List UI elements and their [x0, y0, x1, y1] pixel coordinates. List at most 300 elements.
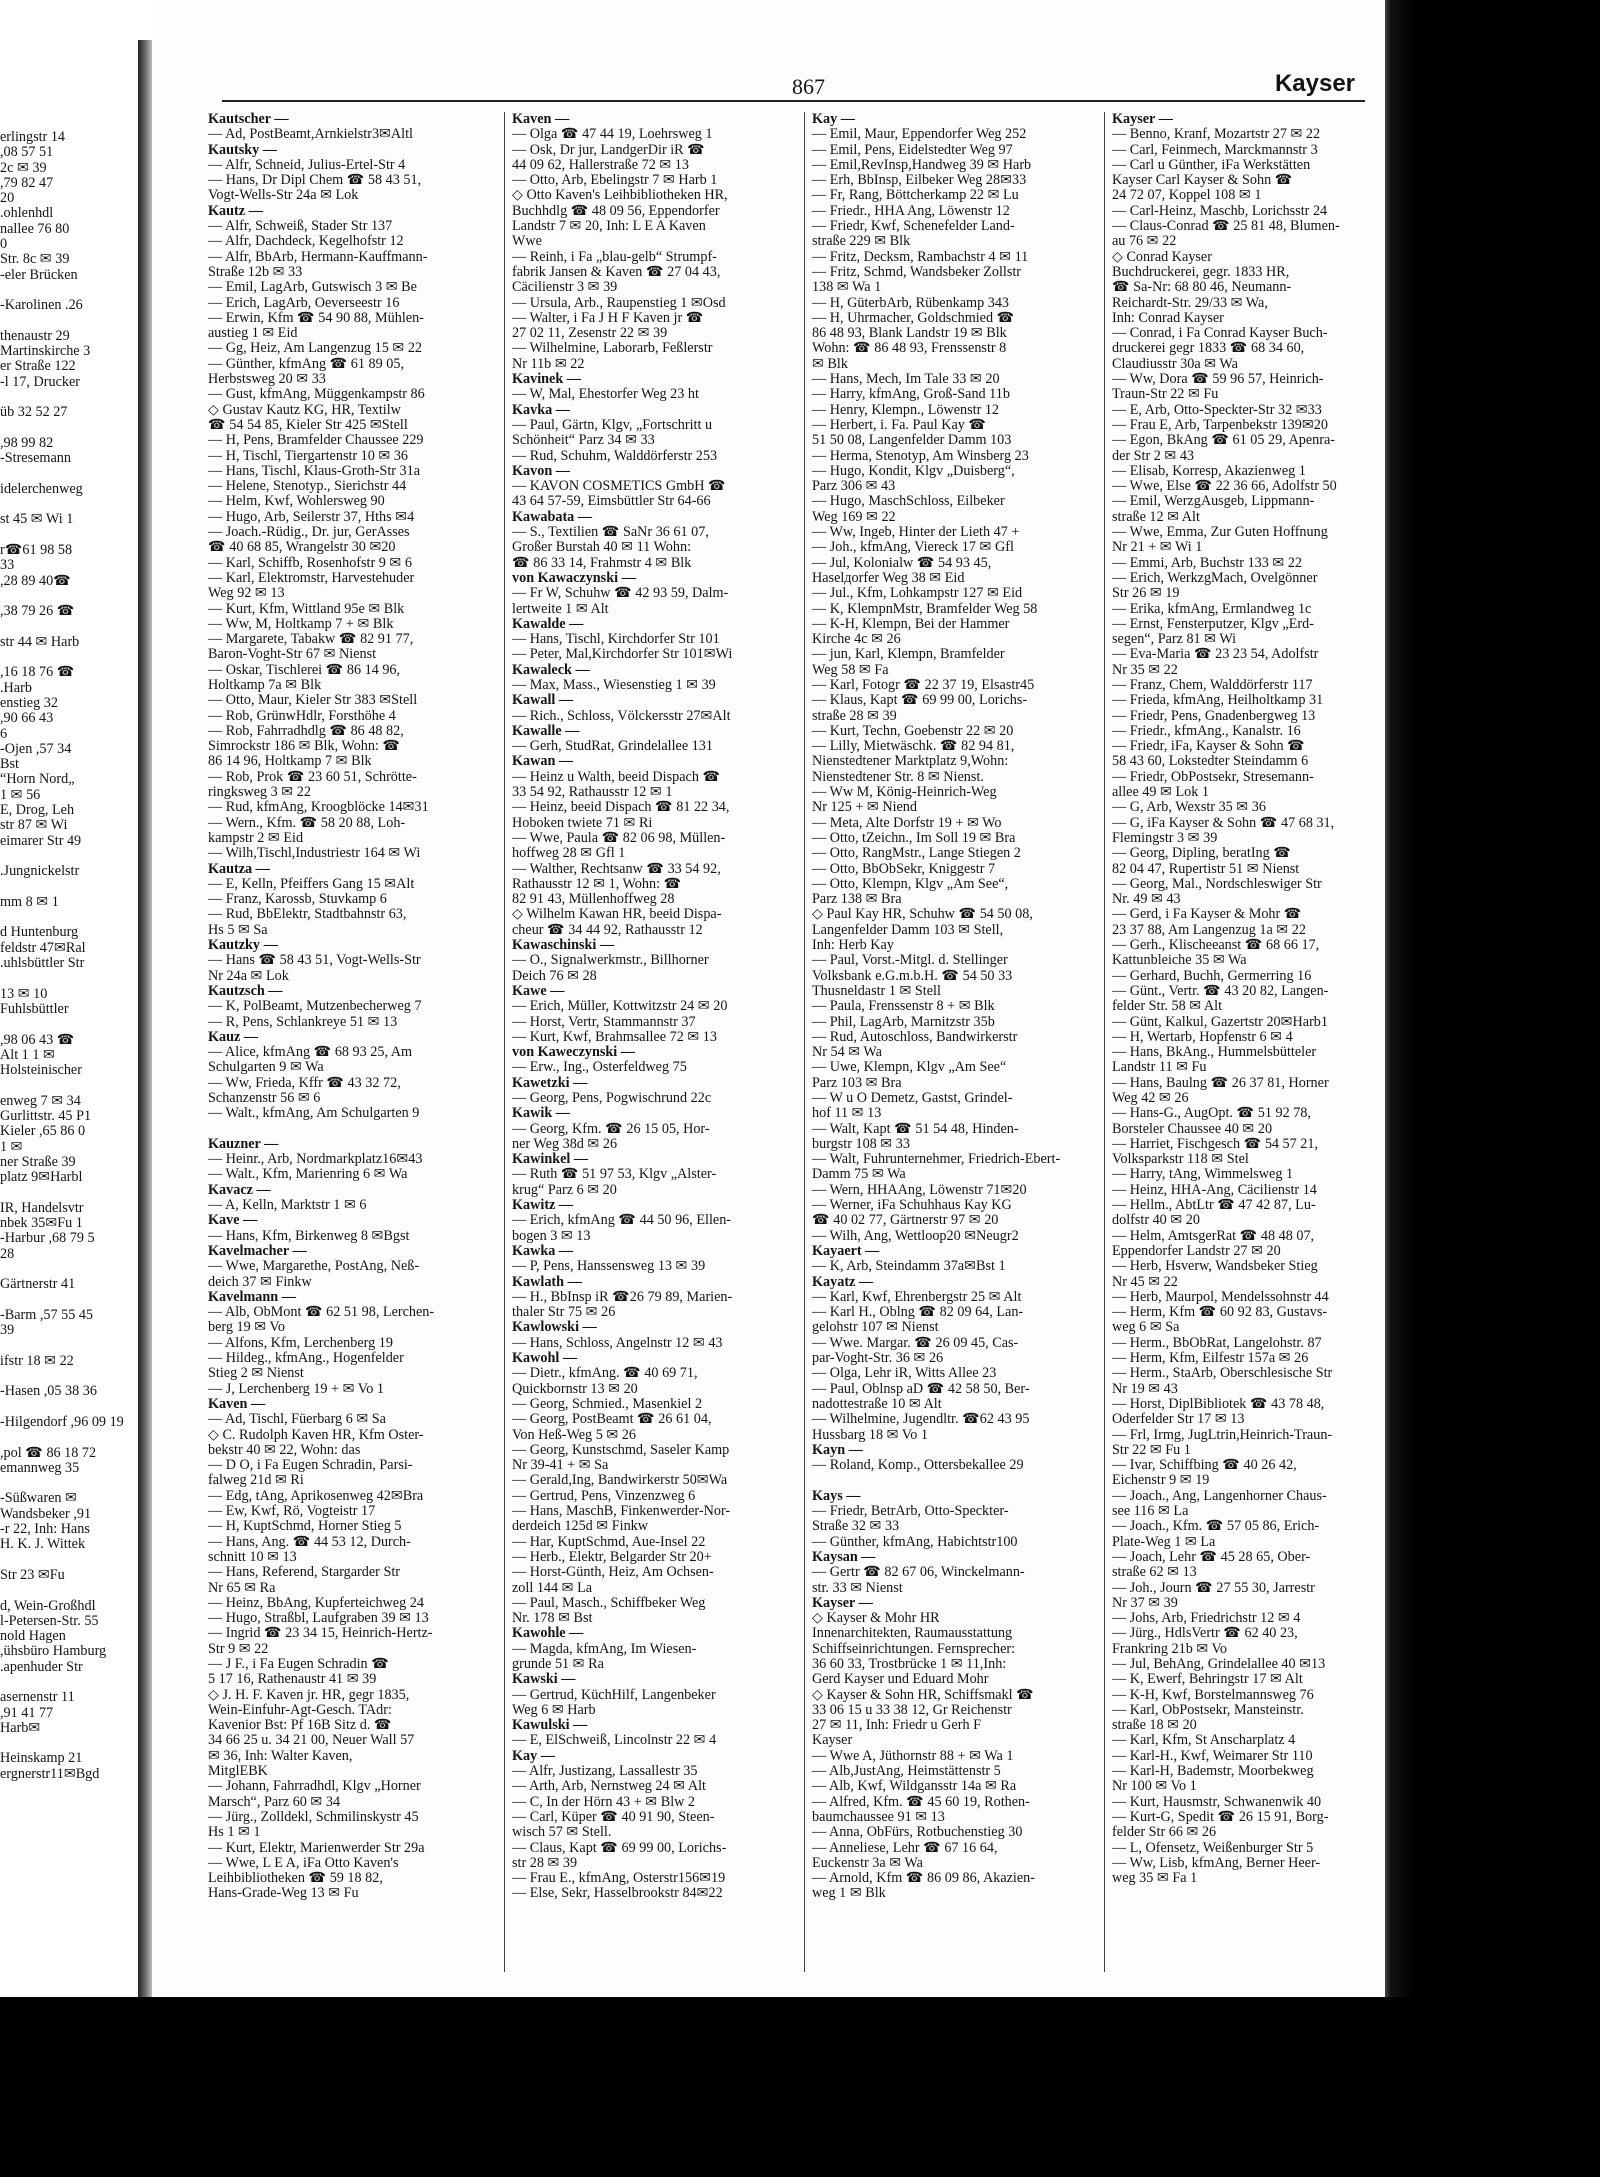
directory-entry: Nr 35 ✉ 22	[1112, 662, 1178, 678]
directory-entry: Kawetzki —	[512, 1075, 588, 1091]
directory-entry: — Ww, Dora ☎ 59 96 57, Heinrich-	[1112, 372, 1324, 388]
directory-entry: — Emmi, Arb, Buchstr 133 ✉ 22	[1112, 555, 1303, 571]
directory-entry: 34 66 25 u. 34 21 00, Neuer Wall 57	[208, 1733, 415, 1749]
directory-entry: austieg 1 ✉ Eid	[208, 326, 298, 342]
directory-entry: — Karl, Schiffb, Rosenhofstr 9 ✉ 6	[208, 555, 412, 571]
fragment-line: 0	[0, 236, 8, 253]
directory-entry: Kayser Carl Kayser & Sohn ☎	[1112, 173, 1293, 189]
directory-entry: Kawka —	[512, 1243, 574, 1259]
directory-entry: — Max, Mass., Wiesenstieg 1 ✉ 39	[512, 677, 716, 693]
fragment-line: st 45 ✉ Wi 1	[0, 511, 74, 528]
directory-entry: — Walt, Fuhrunternehmer, Friedrich-Ebert-	[812, 1152, 1061, 1168]
directory-entry: Wohn: ☎ 86 48 93, Frenssenstr 8	[812, 341, 1007, 357]
directory-entry: — Emil, WerzgAusgeb, Lippmann-	[1112, 494, 1315, 510]
directory-entry: — Rud, Autoschloss, Bandwirkerstr	[812, 1029, 1018, 1045]
directory-entry: — Margarete, Tabakw ☎ 82 91 77,	[208, 632, 414, 648]
directory-entry: — Georg, Pens, Pogwischrund 22c	[512, 1091, 712, 1106]
directory-entry: — Heinz, BbAng, Kupferteichweg 24	[208, 1595, 424, 1611]
directory-entry: — Kurt, Elektr, Marienwerder Str 29a	[208, 1840, 425, 1856]
directory-entry: — C, In der Hörn 43 + ✉ Blw 2	[512, 1794, 696, 1810]
directory-entry: — Fritz, Decksm, Rambachstr 4 ✉ 11	[812, 249, 1029, 265]
directory-entry: — Herm., StaArb, Oberschlesische Str	[1112, 1366, 1333, 1382]
directory-entry: — Frl, Irmg, JugLtrin,Heinrich-Traun-	[1112, 1427, 1333, 1443]
directory-entry: Holtkamp 7a ✉ Blk	[208, 677, 322, 693]
fragment-line: str 87 ✉ Wi	[0, 817, 68, 834]
directory-entry: Schulgarten 9 ✉ Wa	[208, 1060, 324, 1076]
directory-entry: ◇ Gustav Kautz KG, HR, Textilw	[208, 402, 401, 418]
directory-entry: Kirche 4c ✉ 26	[812, 632, 901, 648]
fragment-line: feldstr 47✉Ral	[0, 939, 86, 956]
directory-entry: — Jul, Kolonialw ☎ 54 93 45,	[812, 555, 992, 571]
directory-entry: Gerd Kayser und Eduard Mohr	[812, 1672, 989, 1688]
directory-entry: — Carl, Küper ☎ 40 91 90, Steen-	[512, 1809, 715, 1825]
directory-entry: — Paul, Masch., Schiffbeker Weg	[512, 1595, 706, 1611]
directory-entry: Weg 42 ✉ 26	[1112, 1091, 1189, 1106]
directory-entry: 86 14 96, Holtkamp 7 ✉ Blk	[208, 754, 372, 770]
directory-entry: — Hugo, Straßbl, Laufgraben 39 ✉ 13	[208, 1611, 429, 1627]
directory-entry: burgstr 108 ✉ 33	[812, 1136, 910, 1152]
directory-entry: — Else, Sekr, Hasselbrookstr 84✉22	[512, 1886, 723, 1902]
directory-entry: — A, Kelln, Marktstr 1 ✉ 6	[208, 1198, 367, 1214]
directory-entry: ☎ 86 33 14, Frahmstr 4 ✉ Blk	[512, 555, 692, 571]
directory-entry: Kayser —	[812, 1595, 873, 1611]
directory-entry: Kawitz —	[512, 1198, 574, 1214]
directory-entry: — Fr W, Schuhw ☎ 42 93 59, Dalm-	[512, 586, 729, 602]
directory-entry: 5 17 16, Rathenaustr 41 ✉ 39	[208, 1672, 377, 1688]
directory-entry: Inh: Herb Kay	[812, 938, 894, 954]
directory-entry: — Friedr., kfmAng., Kanalstr. 16	[1112, 723, 1301, 739]
fragment-line	[0, 283, 138, 298]
directory-entry: — Helm, Kwf, Wohlersweg 90	[208, 494, 385, 510]
directory-entry: — Olga ☎ 47 44 19, Loehrsweg 1	[512, 127, 713, 143]
fragment-line: H. K. J. Wittek	[0, 1536, 86, 1553]
directory-entry: — Fritz, Schmd, Wandsbeker Zollstr	[812, 264, 1022, 280]
fragment-line: 2c ✉ 39	[0, 159, 47, 176]
directory-entry: — Franz, Karossb, Stuvkamp 6	[208, 892, 387, 908]
directory-entry: Kautscher —	[208, 112, 289, 127]
directory-entry: — Wilh, Ang, Wettloop20 ✉Neugr2	[812, 1228, 1019, 1244]
directory-entry: — Frau E., kfmAng, Osterstr156✉19	[512, 1871, 726, 1887]
directory-entry: — Otto, RangMstr., Lange Stiegen 2	[812, 846, 1021, 862]
fragment-line	[0, 1675, 138, 1690]
directory-entry: — Georg, Kunstschmd, Saseler Kamp	[512, 1442, 730, 1458]
directory-entry: ☎ Sa-Nr: 68 80 46, Neumann-	[1112, 280, 1292, 296]
directory-entry: — Erh, BbInsp, Eilbeker Weg 28✉33	[812, 173, 1027, 189]
directory-entry: — W u O Demetz, Gastst, Grindel-	[812, 1091, 1013, 1106]
directory-entry: Nr 45 ✉ 22	[1112, 1274, 1178, 1290]
directory-entry: — jun, Karl, Klempn, Bramfelder	[812, 647, 1005, 663]
directory-entry: Euckenstr 3a ✉ Wa	[812, 1855, 923, 1871]
directory-entry: — Harriet, Fischgesch ☎ 54 57 21,	[1112, 1136, 1319, 1152]
directory-entry: — Ruth ☎ 51 97 53, Klgv „Alster-	[512, 1167, 717, 1183]
fragment-line: ✉ 1 Alt 1	[0, 1046, 55, 1063]
directory-entry: ◇ J. H. F. Kaven jr. HR, gegr 1835,	[208, 1687, 410, 1703]
fragment-line: mm 8 ✉ 1	[0, 893, 59, 910]
directory-entry: Str 9 ✉ 22	[208, 1641, 269, 1657]
directory-entry: Landstr 7 ✉ 20, Inh: L E A Kaven	[512, 219, 706, 235]
directory-entry: Herbstsweg 20 ✉ 33	[208, 372, 326, 388]
directory-entry: — E, Arb, Otto-Speckter-Str 32 ✉33	[1112, 402, 1322, 418]
directory-entry: Thusneldastr 1 ✉ Stell	[812, 983, 941, 999]
directory-entry: — J, Lerchenberg 19 + ✉ Vo 1	[208, 1381, 384, 1397]
directory-entry: Kaven —	[512, 112, 570, 127]
fragment-line	[0, 1553, 138, 1568]
directory-entry: — Hans, Tischl, Kirchdorfer Str 101	[512, 632, 720, 648]
directory-entry: — Herm., BbObRat, Langelohstr. 87	[1112, 1335, 1322, 1351]
directory-entry: Kautzky —	[208, 938, 278, 954]
directory-entry: — Otto, BbObSekr, Kniggestr 7	[812, 861, 996, 877]
directory-entry: — Friedr, Pens, Gnadenbergweg 13	[1112, 708, 1316, 724]
fragment-line	[0, 1185, 138, 1200]
directory-page	[152, 0, 1385, 1997]
fragment-line: 82 99 98,	[0, 434, 54, 451]
directory-entry: 27 ✉ 11, Inh: Friedr u Gerh F	[812, 1718, 981, 1734]
fragment-line: 34 57, Ojen-	[0, 740, 72, 757]
directory-entry: 24 72 07, Koppel 108 ✉ 1	[1112, 188, 1262, 204]
fragment-line	[0, 1338, 138, 1353]
directory-entry: gelohstr 107 ✉ Nienst	[812, 1320, 939, 1336]
directory-entry: Nr 39-41 + ✉ Sa	[512, 1458, 609, 1474]
directory-entry: Von Heß-Weg 5 ✉ 26	[512, 1427, 636, 1443]
fragment-line: 47 82 79,	[0, 174, 54, 191]
directory-entry: Volksbank e.G.m.b.H. ☎ 54 50 33	[812, 968, 1013, 984]
directory-entry: — Alfons, Kfm, Lerchenberg 19	[208, 1335, 393, 1351]
fragment-line: Bst	[0, 756, 19, 773]
directory-entry: Leihbibliotheken ☎ 59 18 82,	[208, 1871, 383, 1887]
directory-entry: Nr 37 ✉ 39	[1112, 1595, 1178, 1611]
directory-entry: — Heinr., Arb, Nordmarkplatz16✉43	[208, 1152, 423, 1168]
directory-entry: — Carl-Heinz, Maschb, Lorichsstr 24	[1112, 203, 1328, 219]
directory-entry: Straße 12b ✉ 33	[208, 264, 303, 280]
directory-entry: Kaysan —	[812, 1549, 876, 1565]
directory-entry: — K, Ewerf, Behringstr 17 ✉ Alt	[1112, 1672, 1303, 1688]
directory-entry: — Helm, AmtsgerRat ☎ 48 48 07,	[1112, 1228, 1315, 1244]
directory-entry: Weg 92 ✉ 13	[208, 586, 285, 602]
directory-entry: Cäcilienstr 3 ✉ 39	[512, 280, 618, 296]
directory-entry: — Günther, kfmAng ☎ 61 89 05,	[208, 356, 405, 372]
fragment-line: 39	[0, 1322, 15, 1339]
directory-entry: Nr. 178 ✉ Bst	[512, 1611, 593, 1627]
directory-entry: 138 ✉ Wa 1	[812, 280, 882, 296]
directory-entry: — Paul, Oblnsp aD ☎ 42 58 50, Ber-	[812, 1381, 1030, 1397]
directory-entry: Hans-Grade-Weg 13 ✉ Fu	[208, 1886, 359, 1902]
directory-entry: Kawohle —	[512, 1626, 584, 1642]
directory-entry: Traun-Str 22 ✉ Fu	[1112, 387, 1219, 403]
directory-entry: Kavenior Bst: Pf 16B Sitz d. ☎	[208, 1718, 392, 1734]
directory-entry: Hoboken twiete 71 ✉ Ri	[512, 815, 653, 831]
directory-entry: — Kurt-G, Spedit ☎ 26 15 91, Borg-	[1112, 1809, 1329, 1825]
fragment-line: pol ☎ 86 18 72,	[0, 1444, 97, 1461]
directory-entry: — Rud, kfmAng, Kroogblöcke 14✉31	[208, 800, 429, 816]
directory-entry: 86 48 93, Blank Landstr 19 ✉ Blk	[812, 326, 1007, 342]
page-header	[222, 66, 1365, 102]
directory-entry: ✉ Blk	[812, 356, 848, 372]
directory-entry: Hussbarg 18 ✉ Vo 1	[812, 1427, 928, 1443]
directory-entry: derdeich 125d ✉ Finkw	[512, 1519, 649, 1535]
directory-entry: — Wwe, Else ☎ 22 36 66, Adolfstr 50	[1112, 479, 1337, 495]
fragment-line	[0, 589, 138, 604]
directory-entry: — Alfr, Justizang, Lassallestr 35	[512, 1764, 698, 1780]
fragment-line: enstieg 32	[0, 694, 58, 711]
directory-entry: — Hans, Tischl, Klaus-Groth-Str 31a	[208, 463, 421, 479]
directory-entry: — Joach.-Rüdig., Dr. jur, GerAsses	[208, 525, 410, 541]
directory-entry: — O., Signalwerkmstr., Billhorner	[512, 953, 709, 969]
directory-entry: — Jul., Kfm, Lohkampstr 127 ✉ Eid	[812, 586, 1023, 602]
directory-entry: — Ww, M, Holtkamp 7 + ✉ Blk	[208, 616, 394, 632]
directory-entry: au 76 ✉ 22	[1112, 234, 1177, 250]
directory-entry: — Gertr ☎ 82 67 06, Winckelmann-	[812, 1565, 1025, 1581]
directory-entry: weg 1 ✉ Blk	[812, 1886, 886, 1902]
directory-entry: — E, Kelln, Pfeiffers Gang 15 ✉Alt	[208, 876, 415, 892]
fragment-line	[0, 971, 138, 986]
directory-entry: Kawe —	[512, 983, 565, 999]
directory-entry: — H, Wertarb, Hopfenstr 6 ✉ 4	[1112, 1029, 1293, 1045]
directory-entry: — K-H, Klempn, Bei der Hammer	[812, 616, 1010, 632]
directory-entry: — Harry, kfmAng, Groß-Sand 11b	[812, 387, 1010, 403]
fragment-line: ☎40 89 28,	[0, 572, 71, 589]
directory-entry: — H, KuptSchmd, Horner Stieg 5	[208, 1519, 402, 1535]
directory-entry: — Ww, Ingeb, Hinter der Lieth 47 +	[812, 525, 1020, 541]
directory-entry: — Franz, Chem, Walddörferstr 117	[1112, 677, 1313, 693]
fragment-line	[0, 620, 138, 635]
directory-entry: — Heinz, HHA-Ang, Cäcilienstr 14	[1112, 1182, 1317, 1198]
fragment-line: ☎ 26 79 38,	[0, 603, 75, 620]
directory-entry: ◇ Paul Kay HR, Schuhw ☎ 54 50 08,	[812, 907, 1033, 923]
directory-entry: cheur ☎ 34 44 92, Rathausstr 12	[512, 922, 703, 938]
directory-entry: — Phil, LagArb, Marnitzstr 35b	[812, 1014, 995, 1030]
book-spine-shadow	[138, 40, 152, 2000]
directory-entry: — Conrad, i Fa Conrad Kayser Buch-	[1112, 326, 1328, 342]
fragment-line: 56 ✉ 1	[0, 786, 41, 803]
directory-entry: — Hans, Mech, Im Tale 33 ✉ 20	[812, 372, 1000, 388]
directory-entry: ◇ Kayser & Sohn HR, Schiffsmakl ☎	[812, 1687, 1034, 1703]
directory-entry: 33 54 92, Rathausstr 12 ✉ 1	[512, 785, 673, 801]
directory-entry: Nr 65 ✉ Ra	[208, 1580, 276, 1596]
directory-entry: — Georg, Kfm. ☎ 26 15 05, Hor-	[512, 1121, 710, 1137]
directory-entry: krug“ Parz 6 ✉ 20	[512, 1182, 617, 1198]
directory-entry: Kayaert —	[812, 1243, 880, 1259]
directory-entry: — Meta, Alte Dorfstr 19 + ✉ Wo	[812, 815, 1002, 831]
fragment-line: 26. Karolinen-	[0, 297, 83, 314]
directory-entry: — Henry, Klempn., Löwenstr 12	[812, 402, 1000, 418]
directory-entry: — Karl, Kfm, St Anscharplatz 4	[1112, 1733, 1296, 1749]
fragment-line: d, Wein-Großhdl	[0, 1597, 96, 1614]
directory-entry: deich 37 ✉ Finkw	[208, 1274, 312, 1290]
fragment-line: Jungnickelstr.	[0, 863, 80, 880]
directory-entry: Kawalle —	[512, 723, 580, 739]
directory-entry: Nr. 49 ✉ 43	[1112, 892, 1181, 908]
directory-entry: — Anna, ObFürs, Rotbuchenstieg 30	[812, 1825, 1023, 1841]
fragment-line: 19 09 96, Hilgendorf-	[0, 1413, 124, 1430]
directory-entry: ◇ Otto Kaven's Leihbibliotheken HR,	[512, 188, 728, 204]
directory-entry: Weg 6 ✉ Harb	[512, 1702, 596, 1718]
directory-entry: Borsteler Chaussee 40 ✉ 20	[1112, 1121, 1273, 1137]
directory-entry: — Herm, Kfm, Eilfestr 157a ✉ 26	[1112, 1351, 1309, 1367]
fragment-line: str 44 ✉ Harb	[0, 633, 80, 650]
fragment-line	[0, 1476, 138, 1491]
directory-entry: — Jul, BehAng, Grindelallee 40 ✉13	[1112, 1656, 1326, 1672]
directory-entry: 82 04 47, Rupertistr 51 ✉ Nienst	[1112, 861, 1300, 877]
directory-entry: — Heinz u Walth, beeid Dispach ☎	[512, 769, 721, 785]
directory-entry: — Hildeg., kfmAng., Hogenfelder	[208, 1351, 404, 1367]
directory-entry: — Jürg., HdlsVertr ☎ 62 40 23,	[1112, 1626, 1298, 1642]
directory-entry: — Reinh, i Fa „blau-gelb“ Strumpf-	[512, 249, 717, 265]
fragment-line: ✉ Süßwaren-	[0, 1490, 77, 1507]
directory-entry: — H, Tischl, Tiergartenstr 10 ✉ 36	[208, 448, 409, 464]
directory-entry: Kawaschinski —	[512, 938, 615, 954]
fragment-line: 5 79 68, Harbur-	[0, 1230, 95, 1247]
header-rule	[222, 100, 1365, 102]
directory-entry: Kawlowski —	[512, 1320, 597, 1336]
directory-entry: — Carl, Feinmech, Marckmannstr 3	[1112, 142, 1318, 158]
directory-entry: ◇ Kayser & Mohr HR	[812, 1611, 940, 1627]
directory-entry: Kautz —	[208, 203, 263, 219]
directory-entry: Eichenstr 9 ✉ 19	[1112, 1473, 1210, 1489]
directory-entry: von Kaweczynski —	[512, 1045, 635, 1061]
running-head: Kayser	[1274, 70, 1355, 97]
directory-entry: — Alfr, Dachdeck, Kegelhofstr 12	[208, 234, 404, 250]
directory-entry: — Georg, PostBeamt ☎ 26 61 04,	[512, 1412, 712, 1428]
directory-entry: — Joh., kfmAng, Viereck 17 ✉ Gfl	[812, 540, 1014, 556]
directory-entry: Kavinek —	[512, 372, 581, 388]
directory-entry: Inh: Conrad Kayser	[1112, 310, 1224, 326]
directory-entry: — Ad, Tischl, Füerbarg 6 ✉ Sa	[208, 1412, 386, 1428]
directory-entry: — Hans, Ang. ☎ 44 53 12, Durch-	[208, 1534, 411, 1550]
directory-entry: Kautza —	[208, 861, 270, 877]
fragment-line: Martinskirche 3	[0, 343, 91, 360]
directory-entry: — Roland, Komp., Ottersbekallee 29	[812, 1458, 1024, 1474]
directory-entry: — Friedr, BetrArb, Otto-Speckter-	[812, 1504, 1009, 1520]
directory-entry: ✉ 36, Inh: Walter Kaven,	[208, 1748, 353, 1764]
directory-entry: straße 18 ✉ 20	[1112, 1718, 1197, 1734]
fragment-line: apenhuder Str.	[0, 1658, 83, 1675]
directory-entry: Kay —	[512, 1748, 555, 1764]
directory-entry: Parz 306 ✉ 43	[812, 479, 896, 495]
directory-columns	[208, 112, 1368, 1972]
directory-entry: ☎ 54 54 85, Kieler Str 425 ✉Stell	[208, 417, 408, 433]
fragment-line: d Huntenburg	[0, 924, 79, 941]
directory-entry: Kave —	[208, 1213, 258, 1229]
fragment-line: 77 41 91,	[0, 1704, 54, 1721]
directory-entry: — Günt, Kalkul, Gazertstr 20✉Harb1	[1112, 1014, 1328, 1030]
directory-entry: Nr 21 + ✉ Wi 1	[1112, 540, 1203, 556]
directory-entry: Kawulski —	[512, 1718, 588, 1734]
directory-entry: — Wilhelmine, Jugendltr. ☎62 43 95	[812, 1412, 1030, 1428]
directory-entry: bogen 3 ✉ 13	[512, 1228, 591, 1244]
fragment-line: 91, Wandsbeker	[0, 1505, 92, 1522]
directory-entry: — Kurt, Kwf, Brahmsallee 72 ✉ 13	[512, 1029, 717, 1045]
directory-entry: straße 28 ✉ 39	[812, 708, 897, 724]
directory-entry: — Claus-Conrad ☎ 25 81 48, Blumen-	[1112, 219, 1340, 235]
fragment-line: „Horn Nord“	[0, 771, 75, 788]
directory-entry: — Klaus, Kapt ☎ 69 99 00, Lorichs-	[812, 693, 1028, 709]
directory-entry: — Herb, Hsverw, Wandsbeker Stieg	[1112, 1259, 1318, 1275]
directory-entry: — Erich, Müller, Kottwitzstr 24 ✉ 20	[512, 999, 728, 1015]
directory-entry: — Hans, Dr Dipl Chem ☎ 58 43 51,	[208, 173, 422, 189]
directory-entry: Parz 138 ✉ Bra	[812, 892, 902, 908]
fragment-line: idelerchenweg	[0, 480, 83, 497]
directory-entry: — Horst-Günth, Heiz, Am Ochsen-	[512, 1565, 714, 1581]
directory-entry: — Friedr, Kwf, Schenefelder Land-	[812, 219, 1015, 235]
directory-entry: Marsch“, Parz 60 ✉ 34	[208, 1794, 341, 1810]
directory-entry: — Otto, Maur, Kieler Str 383 ✉Stell	[208, 693, 418, 709]
directory-entry: — Wwe. Margar. ☎ 26 09 45, Cas-	[812, 1335, 1019, 1351]
directory-entry: 44 09 62, Hallerstraße 72 ✉ 13	[512, 157, 689, 173]
directory-entry: — Georg, Dipling, beratIng ☎	[1112, 846, 1291, 862]
directory-entry: — Rob, GrünwHdlr, Forsthöhe 4	[208, 708, 396, 724]
directory-entry: — Karl-H, Bademstr, Moorbekweg	[1112, 1764, 1314, 1780]
directory-entry: — Paul, Vorst.-Mitgl. d. Stellinger	[812, 953, 1008, 969]
directory-entry: — Horst, Vertr, Stammannstr 37	[512, 1014, 696, 1030]
directory-entry: Str 26 ✉ 19	[1112, 586, 1180, 602]
directory-entry: ◇ Conrad Kayser	[1112, 249, 1212, 265]
directory-entry: Langenfelder Damm 103 ✉ Stell,	[812, 922, 1004, 938]
directory-entry: Nr 100 ✉ Vo 1	[1112, 1779, 1197, 1795]
directory-entry: — Karl, ObPostsekr, Mansteinstr.	[1112, 1702, 1304, 1718]
directory-entry: Kavacz —	[208, 1182, 271, 1198]
directory-entry: — Rud, BbElektr, Stadtbahnstr 63,	[208, 907, 407, 923]
column-1	[208, 112, 502, 1972]
directory-entry: — Benno, Kranf, Mozartstr 27 ✉ 22	[1112, 127, 1321, 143]
directory-entry: — Gertrud, KüchHilf, Langenbeker	[512, 1687, 716, 1703]
directory-entry: — Georg, Schmied., Masenkiel 2	[512, 1396, 703, 1412]
directory-entry: Kawabata —	[512, 509, 593, 525]
directory-entry: — Hans, Kfm, Birkenweg 8 ✉Bgst	[208, 1228, 410, 1244]
directory-entry: segen“, Parz 81 ✉ Wi	[1112, 632, 1237, 648]
fragment-line: l 17, Drucker-	[0, 373, 80, 390]
previous-page-fragment	[0, 130, 138, 1880]
fragment-line	[0, 314, 138, 329]
directory-entry: — Olga, Lehr iR, Witts Allee 23	[812, 1366, 997, 1382]
directory-entry: Frankring 21b ✉ Vo	[1112, 1641, 1228, 1657]
directory-entry: ☎ 40 02 77, Gärtnerstr 97 ✉ 20	[812, 1213, 999, 1229]
directory-entry: — Georg, Mal., Nordschleswiger Str	[1112, 876, 1322, 892]
fragment-line: 43 66 90,	[0, 710, 54, 727]
fragment-line	[0, 1262, 138, 1277]
directory-entry: 51 50 08, Langenfelder Damm 103	[812, 433, 1012, 449]
directory-entry: — Otto, Arb, Ebelingstr 7 ✉ Harb 1	[512, 173, 718, 189]
fragment-line: 51 57 08,	[0, 144, 54, 161]
directory-entry: — Erw., Ing., Osterfeldweg 75	[512, 1060, 687, 1076]
directory-entry: straße 62 ✉ 13	[1112, 1565, 1197, 1581]
directory-entry: — Joach., Ang, Langenhorner Chaus-	[1112, 1488, 1327, 1504]
directory-entry: — Gerald,Ing, Bandwirkerstr 50✉Wa	[512, 1473, 728, 1489]
directory-entry: — Emil, LagArb, Gutswisch 3 ✉ Be	[208, 280, 417, 296]
directory-entry: — P, Pens, Hanssensweg 13 ✉ 39	[512, 1259, 706, 1275]
directory-entry: — Friedr, ObPostsekr, Stresemann-	[1112, 769, 1314, 785]
directory-entry: Kavelmann —	[208, 1289, 296, 1305]
fragment-line	[0, 650, 138, 665]
directory-entry: Kavon —	[512, 463, 570, 479]
fragment-line: l-Petersen-Str. 55	[0, 1612, 99, 1629]
directory-entry: — Rich., Schloss, Völckersstr 27✉Alt	[512, 708, 731, 724]
directory-entry	[208, 1122, 502, 1137]
fragment-line	[0, 497, 138, 512]
directory-entry: 23 37 88, Am Langenzug 1a ✉ 22	[1112, 922, 1306, 938]
directory-entry: baumchaussee 91 ✉ 13	[812, 1809, 945, 1825]
directory-entry: Haselдorfer Weg 38 ✉ Eid	[812, 570, 965, 586]
directory-entry: — Erika, kfmAng, Ermlandweg 1c	[1112, 601, 1312, 617]
directory-entry: ringksweg 3 ✉ 22	[208, 785, 311, 801]
directory-entry: 43 64 57-59, Eimsbüttler Str 64-66	[512, 494, 711, 510]
directory-entry: — Kurt, Hausmstr, Schwanenwik 40	[1112, 1794, 1322, 1810]
directory-entry: — Harry, tAng, Wimmelsweg 1	[1112, 1167, 1294, 1183]
directory-entry: wisch 57 ✉ Stell.	[512, 1825, 612, 1841]
directory-entry: — Hans, Schloss, Angelnstr 12 ✉ 43	[512, 1335, 723, 1351]
directory-entry: — Joh., Journ ☎ 27 55 30, Jarrestr	[1112, 1580, 1315, 1596]
directory-entry	[812, 1473, 1102, 1488]
directory-entry: — L, Ofensetz, Weißenburger Str 5	[1112, 1840, 1314, 1856]
